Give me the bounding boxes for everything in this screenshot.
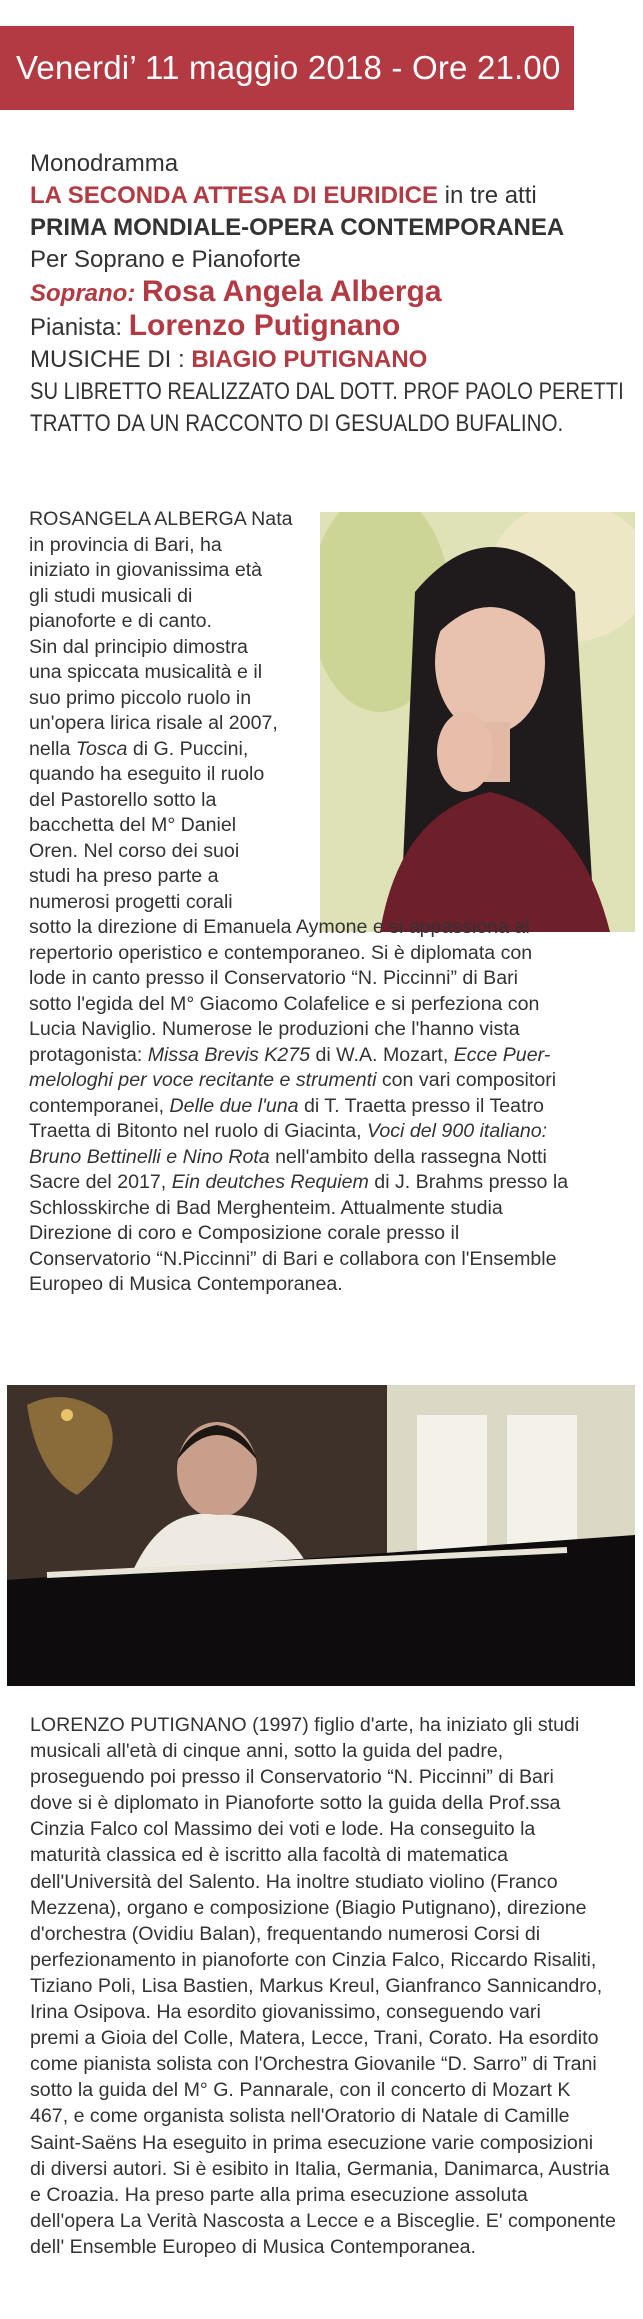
date-banner-text: Venerdi’ 11 maggio 2018 - Ore 21.00 — [16, 49, 561, 86]
event-info — [30, 148, 635, 440]
music-line — [30, 344, 635, 376]
pianist-line — [30, 310, 635, 344]
music-label: MUSICHE DI : — [30, 346, 192, 373]
composer-name: BIAGIO PUTIGNANO — [191, 346, 428, 373]
title-line — [30, 180, 635, 212]
soprano-name: Rosa Angela Alberga — [142, 275, 442, 308]
opera-title: LA SECONDA ATTESA DI EURIDICE — [30, 182, 439, 209]
pianist-photo — [7, 1385, 635, 1686]
pianist-label: Pianista: — [30, 314, 123, 341]
libretto-line-2: TRATTO DA UN RACCONTO DI GESUALDO BUFALINO. — [30, 410, 564, 437]
instrumentation: Per Soprano e Pianoforte — [30, 246, 301, 273]
pianist-name: Lorenzo Putignano — [128, 309, 401, 342]
opera-title-suffix: in tre atti — [438, 182, 537, 209]
genre: Monodramma — [30, 150, 179, 177]
soprano-bio: ROSANGELA ALBERGA Nata in provincia di Bari, ha iniziato in giovanissima età gli studi musicali di pianoforte e di canto. Sin dal principio dimostra una spiccata musicalità e il suo primo piccolo ruolo in un'opera lirica risale al 2007, nella Tosca di G. Puccini, quando ha eseguito il ruolo del Pastorello sotto la bacchetta del M° Daniel Oren. Nel corso dei suoi studi ha preso parte a numerosi progetti corali sotto la direzione di Emanuela Aymone e si appassiona al repertorio operistico e contemporaneo. Si è diplomata con lode in canto presso il Conservatorio “N. Piccinni” di Bari sotto l'egida del M° Giacomo Colafelice e si perfeziona con Lucia Naviglio. Numerose le produzioni che l'hanno vista protagonista: Missa Brevis K275 di W.A. Mozart, Ecce Puer- melologhi per voce recitante e strumenti con vari compositori contemporanei, Delle due l'una di T. Traetta presso il Teatro Traetta di Bitonto nel ruolo di Giacinta, Voci del 900 italiano: Bruno Bettinelli e Nino Rota nell'ambito della rassegna Notti Sacre del 2017, Ein deutches Requiem di J. Brahms presso la Schlosskirche di Bad Merghenteim. Attualmente studia Direzione di coro e Composizione corale presso il Conservatorio “N.Piccinni” di Bari e collabora con l'Ensemble Europeo di Musica Contemporanea. — [29, 508, 569, 1295]
pianist-bio: LORENZO PUTIGNANO (1997) figlio d'arte, ha iniziato gli studi musicali all'età di cinque anni, sotto la guida del padre, proseguendo poi presso il Conservatorio “N. Piccinni” di Bari dove si è diplomato in Pianoforte sotto la guida della Prof.ssa Cinzia Falco col Massimo dei voti e lode. Ha conseguito la maturità classica ed è iscritto alla facoltà di matematica dell'Università del Salento. Ha inoltre studiato violino (Franco Mezzena), organo e composizione (Biagio Putignano), direzione d'orchestra (Ovidiu Balan), frequentando numerosi Corsi di perfezionamento in pianoforte con Cinzia Falco, Riccardo Risaliti, Tiziano Poli, Lisa Bastien, Markus Kreul, Gianfranco Sannicandro, Irina Osipova. Ha esordito giovanissimo, conseguendo vari premi a Gioia del Colle, Matera, Lecce, Trani, Corato. Ha esordito come pianista solista con l'Orchestra Giovanile “D. Sarro” di Trani sotto la guida del M° G. Pannarale, con il concerto di Mozart K 467, e come organista solista nell'Oratorio di Natale di Camille Saint-Saëns Ha eseguito in prima esecuzione varie composizioni di diversi autori. Si è esibito in Italia, Germania, Danimarca, Austria e Croazia. Ha preso parte alla prima esecuzione assoluta dell'opera La Verità Nascosta a Lecce e a Bisceglie. E' componente dell' Ensemble Europeo di Musica Contemporanea. — [30, 1714, 616, 2258]
pianist-photo-image — [7, 1385, 635, 1686]
soprano-label: Soprano: — [30, 280, 136, 307]
date-banner — [0, 26, 574, 110]
soprano-line — [30, 276, 635, 310]
libretto-line-1: SU LIBRETTO REALIZZATO DAL DOTT. PROF PAOLO PERETTI — [30, 378, 624, 405]
premiere-label: PRIMA MONDIALE-OPERA CONTEMPORANEA — [30, 214, 565, 241]
